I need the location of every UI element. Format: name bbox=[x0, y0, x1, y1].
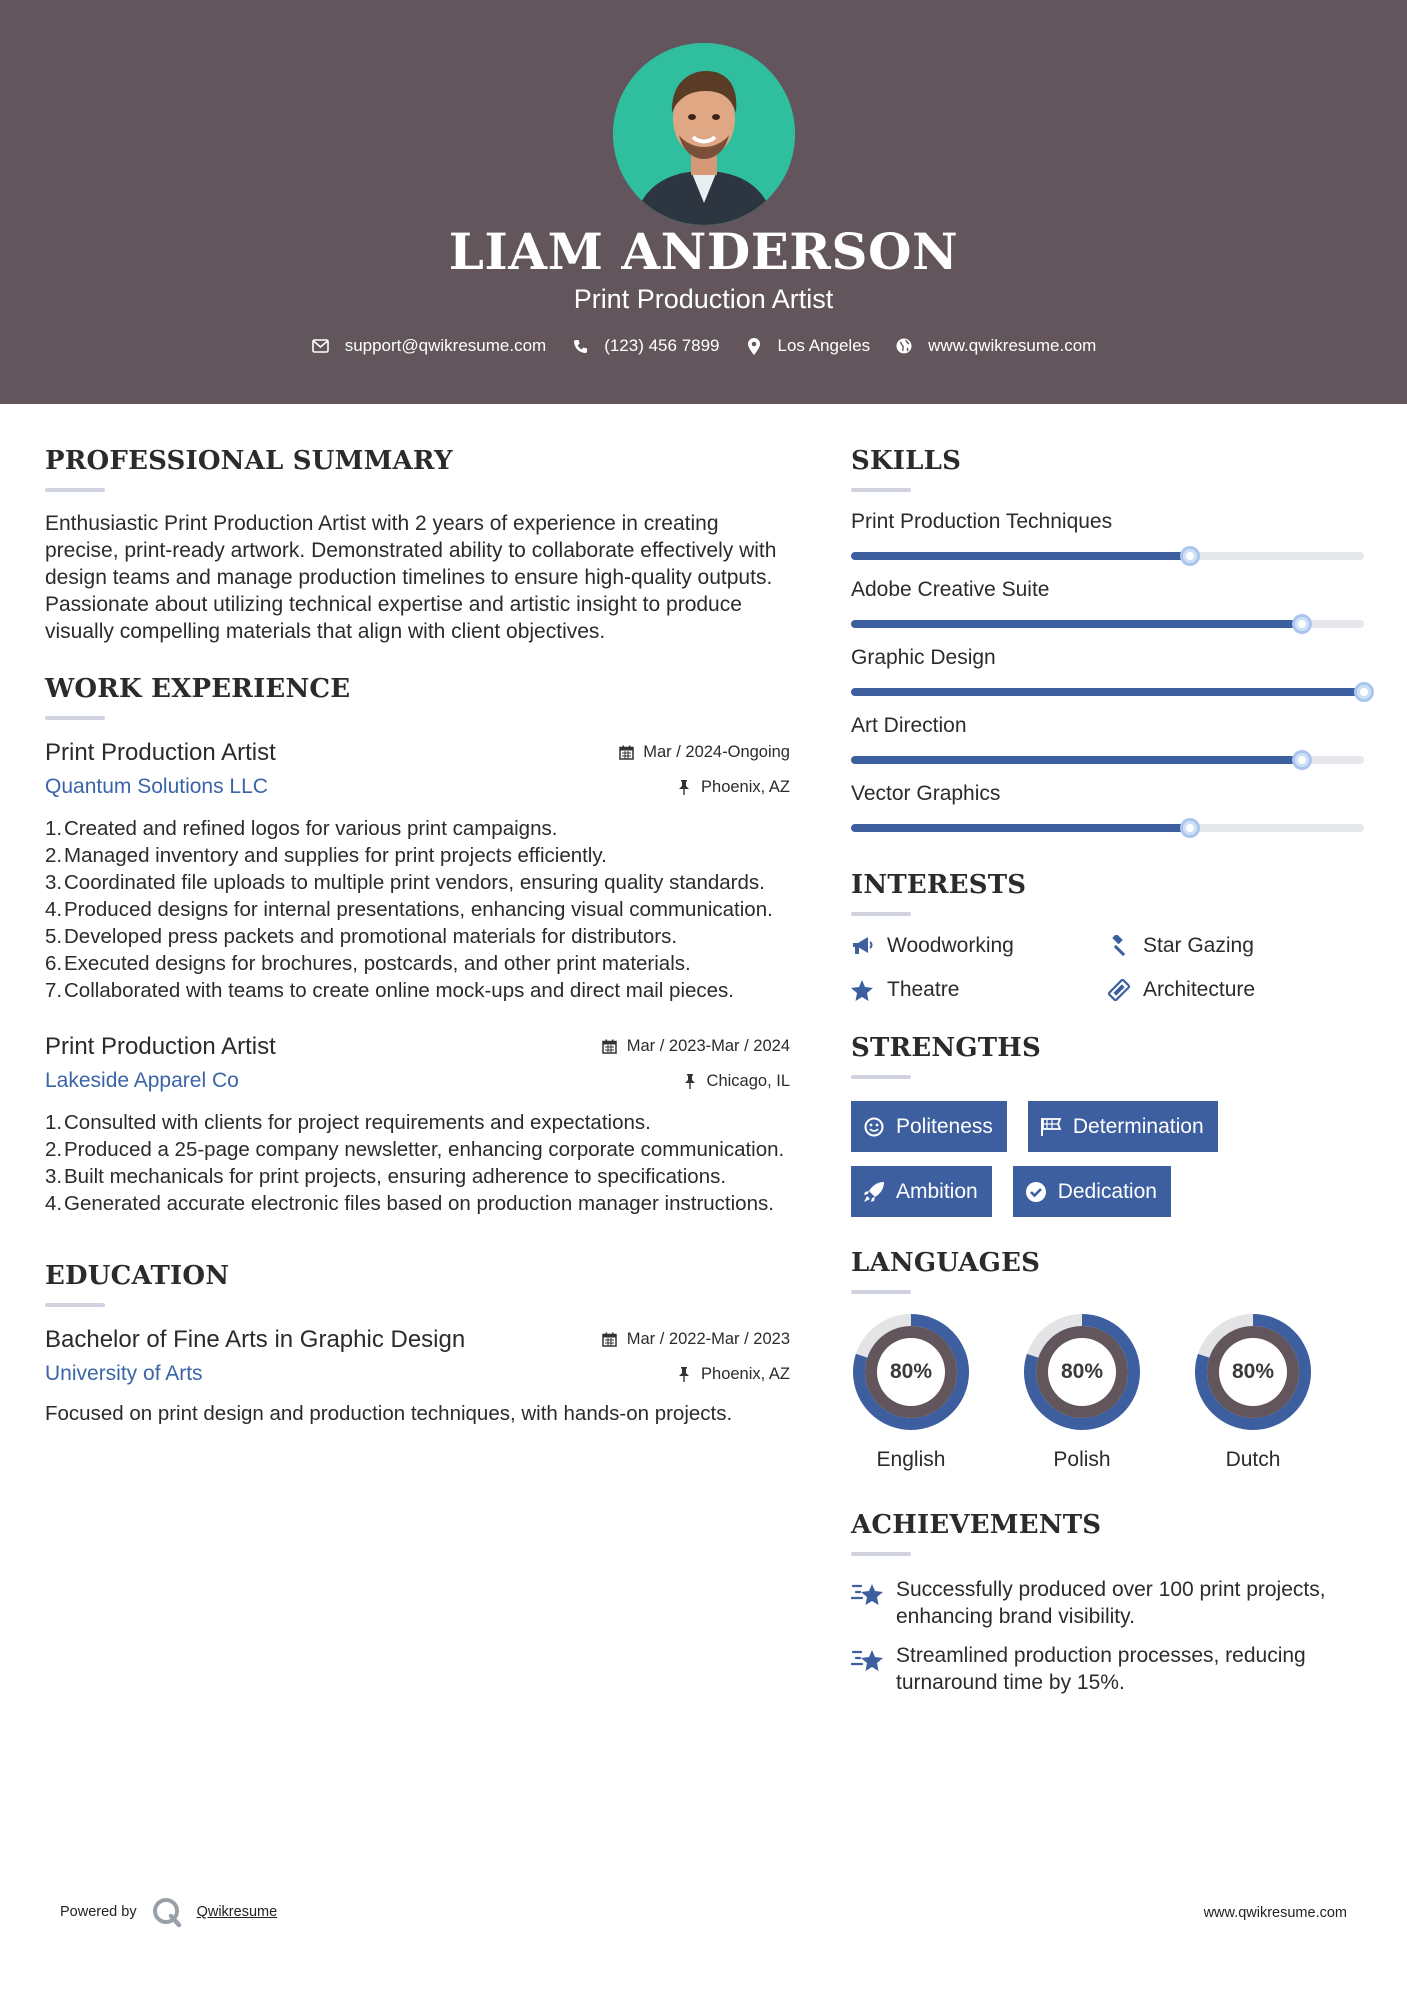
language-donut bbox=[1022, 1312, 1142, 1432]
job-duties bbox=[45, 1109, 790, 1217]
strength-label: Ambition bbox=[896, 1179, 978, 1203]
education-section bbox=[45, 1261, 790, 1427]
contact-location bbox=[744, 336, 871, 356]
experience-heading: WORK EXPERIENCE bbox=[45, 674, 351, 704]
list-item: 2. Managed inventory and supplies for print projects efficiently. bbox=[45, 844, 607, 867]
contact-email-text: support@qwikresume.com bbox=[344, 336, 547, 355]
skill-item bbox=[851, 510, 1366, 560]
job-date bbox=[618, 743, 790, 762]
job-title: Print Production Artist bbox=[45, 739, 276, 766]
skill-level-knob bbox=[1354, 682, 1374, 702]
interest-label: Star Gazing bbox=[1143, 934, 1254, 957]
skill-level-knob bbox=[1292, 614, 1312, 634]
list-item: 3. Built mechanicals for print projects, ensuring adherence to specifications. bbox=[45, 1165, 727, 1188]
skill-level-knob bbox=[1180, 546, 1200, 566]
summary-section bbox=[45, 446, 790, 645]
list-item: 3. Coordinated file uploads to multiple print vendors, ensuring quality standards. bbox=[45, 871, 765, 894]
company-name: Quantum Solutions LLC bbox=[45, 775, 268, 798]
footer-url[interactable]: www.qwikresume.com bbox=[1203, 1905, 1347, 1921]
skill-item bbox=[851, 646, 1366, 696]
strength-badge bbox=[851, 1101, 1007, 1152]
shooting-star-icon bbox=[851, 1644, 885, 1674]
achievement-item bbox=[851, 1576, 1366, 1630]
school-name: University of Arts bbox=[45, 1362, 203, 1385]
skill-name: Adobe Creative Suite bbox=[851, 578, 1050, 601]
skill-item bbox=[851, 714, 1366, 764]
experience-section bbox=[45, 674, 790, 1217]
skill-level-bar bbox=[851, 620, 1364, 628]
interest-item bbox=[851, 934, 1107, 958]
achievement-text: Successfully produced over 100 print projects, enhancing brand visibility. bbox=[896, 1578, 1326, 1628]
achievement-item bbox=[851, 1642, 1366, 1696]
skill-level-bar bbox=[851, 688, 1364, 696]
skill-name: Vector Graphics bbox=[851, 782, 1001, 805]
skill-level-fill bbox=[851, 552, 1190, 560]
ticket-icon bbox=[1107, 978, 1133, 1002]
job-duties bbox=[45, 815, 790, 1004]
strength-badge bbox=[1013, 1166, 1171, 1217]
summary-text: Enthusiastic Print Production Artist with 2 years of experience in creating precise, print-ready artwork. Demonstrated ability to collaborate effectively with design teams and manage production timelines to ensure high-quality outputs. Passionate about utilizing technical expertise and artistic insight to produce visually compelling materials that align with client objectives. bbox=[45, 512, 777, 643]
job-entry bbox=[45, 1033, 790, 1217]
skill-level-knob bbox=[1292, 750, 1312, 770]
resume-header bbox=[0, 0, 1407, 404]
contact-bar bbox=[0, 336, 1407, 356]
interest-item bbox=[851, 978, 1107, 1002]
strength-badge bbox=[851, 1166, 992, 1217]
strengths-section bbox=[851, 1033, 1366, 1217]
interests-section bbox=[851, 870, 1366, 1002]
globe-icon bbox=[894, 336, 914, 356]
language-name: English bbox=[876, 1448, 946, 1471]
interest-label: Woodworking bbox=[887, 934, 1014, 957]
skill-level-fill bbox=[851, 756, 1302, 764]
qwikresume-link[interactable]: Qwikresume bbox=[196, 1904, 278, 1920]
education-description: Focused on print design and production techniques, with hands-on projects. bbox=[45, 1402, 733, 1425]
strengths-heading: STRENGTHS bbox=[851, 1033, 1042, 1063]
language-item bbox=[1193, 1312, 1313, 1472]
section-divider bbox=[851, 1290, 911, 1294]
interests-heading: INTERESTS bbox=[851, 870, 1027, 900]
calendar-icon bbox=[618, 745, 634, 761]
education-date-text: Mar / 2022-Mar / 2023 bbox=[626, 1330, 790, 1348]
list-item: 7. Collaborated with teams to create online mock-ups and direct mail pieces. bbox=[45, 979, 734, 1002]
candidate-title: Print Production Artist bbox=[573, 284, 834, 314]
strength-badge bbox=[1028, 1101, 1218, 1152]
phone-icon bbox=[570, 336, 590, 356]
interest-item bbox=[1107, 978, 1363, 1002]
section-divider bbox=[45, 1303, 105, 1307]
pushpin-icon bbox=[676, 1366, 692, 1382]
job-location bbox=[682, 1072, 790, 1091]
rocket-icon bbox=[863, 1181, 885, 1203]
contact-website[interactable] bbox=[894, 336, 1096, 356]
job-date-text: Mar / 2024-Ongoing bbox=[643, 743, 790, 761]
achievement-text: Streamlined production processes, reducing turnaround time by 15%. bbox=[896, 1644, 1306, 1694]
achievements-heading: ACHIEVEMENTS bbox=[851, 1510, 1102, 1540]
gavel-icon bbox=[1107, 934, 1133, 958]
powered-by-label: Powered by bbox=[60, 1904, 137, 1920]
language-item bbox=[851, 1312, 971, 1472]
job-date-text: Mar / 2023-Mar / 2024 bbox=[626, 1037, 790, 1055]
interest-label: Theatre bbox=[887, 978, 960, 1001]
pushpin-icon bbox=[676, 779, 692, 795]
list-item: 4. Generated accurate electronic files based on production manager instructions. bbox=[45, 1192, 774, 1215]
skill-name: Graphic Design bbox=[851, 646, 996, 669]
education-heading: EDUCATION bbox=[45, 1261, 230, 1291]
job-location-text: Phoenix, AZ bbox=[701, 777, 790, 796]
language-name: Dutch bbox=[1225, 1448, 1281, 1471]
skills-heading: SKILLS bbox=[851, 446, 962, 476]
language-item bbox=[1022, 1312, 1142, 1472]
interest-label: Architecture bbox=[1143, 978, 1256, 1001]
skill-item bbox=[851, 782, 1366, 832]
job-location-text: Chicago, IL bbox=[706, 1071, 790, 1090]
language-percent: 80% bbox=[1231, 1360, 1275, 1383]
section-divider bbox=[851, 1075, 911, 1079]
contact-website-text: www.qwikresume.com bbox=[928, 336, 1097, 355]
contact-phone[interactable] bbox=[570, 336, 719, 356]
education-location bbox=[676, 1365, 790, 1384]
profile-photo bbox=[613, 43, 795, 225]
achievements-section bbox=[851, 1510, 1366, 1696]
education-entry bbox=[45, 1326, 790, 1427]
shooting-star-icon bbox=[851, 1578, 885, 1608]
star-icon bbox=[851, 978, 877, 1002]
job-date bbox=[602, 1037, 790, 1056]
strength-label: Determination bbox=[1072, 1114, 1204, 1138]
contact-location-text: Los Angeles bbox=[777, 336, 871, 355]
list-item: 2. Produced a 25-page company newsletter, enhancing corporate communication. bbox=[45, 1138, 785, 1161]
person-avatar-icon bbox=[613, 43, 795, 225]
skill-level-bar bbox=[851, 552, 1364, 560]
job-title: Print Production Artist bbox=[45, 1033, 276, 1060]
list-item: 4. Produced designs for internal presentations, enhancing visual communication. bbox=[45, 898, 773, 921]
section-divider bbox=[851, 1552, 911, 1556]
pushpin-icon bbox=[682, 1073, 698, 1089]
envelope-icon bbox=[311, 336, 331, 356]
language-percent: 80% bbox=[889, 1360, 933, 1383]
degree-title: Bachelor of Fine Arts in Graphic Design bbox=[45, 1326, 466, 1353]
strength-label: Dedication bbox=[1057, 1179, 1157, 1203]
contact-email[interactable] bbox=[311, 336, 547, 356]
languages-section bbox=[851, 1248, 1366, 1472]
candidate-name: LIAM ANDERSON bbox=[448, 222, 959, 281]
job-location bbox=[676, 778, 790, 797]
calendar-icon bbox=[602, 1332, 618, 1348]
contact-phone-text: (123) 456 7899 bbox=[604, 336, 720, 355]
list-item: 6. Executed designs for brochures, postcards, and other print materials. bbox=[45, 952, 691, 975]
languages-heading: LANGUAGES bbox=[851, 1248, 1041, 1278]
check-circle-icon bbox=[1025, 1181, 1047, 1203]
skills-list bbox=[851, 510, 1366, 832]
summary-heading: PROFESSIONAL SUMMARY bbox=[45, 446, 453, 476]
skill-level-fill bbox=[851, 688, 1364, 696]
map-pin-icon bbox=[744, 336, 764, 356]
megaphone-icon bbox=[851, 934, 877, 958]
interest-item bbox=[1107, 934, 1363, 958]
language-percent: 80% bbox=[1060, 1360, 1104, 1383]
left-column bbox=[45, 446, 790, 1427]
education-date bbox=[602, 1330, 790, 1349]
section-divider bbox=[851, 912, 911, 916]
languages-list bbox=[851, 1312, 1366, 1472]
calendar-icon bbox=[602, 1039, 618, 1055]
section-divider bbox=[851, 488, 911, 492]
interests-grid bbox=[851, 934, 1366, 1002]
skill-level-fill bbox=[851, 824, 1190, 832]
strength-label: Politeness bbox=[896, 1114, 993, 1138]
language-name: Polish bbox=[1053, 1448, 1111, 1471]
right-column bbox=[851, 446, 1366, 1708]
skill-name: Print Production Techniques bbox=[851, 510, 1113, 533]
footer-branding bbox=[60, 1896, 277, 1928]
skill-item bbox=[851, 578, 1366, 628]
education-location-text: Phoenix, AZ bbox=[701, 1364, 790, 1383]
language-donut bbox=[1193, 1312, 1313, 1432]
list-item: 5. Developed press packets and promotional materials for distributors. bbox=[45, 925, 678, 948]
flag-icon bbox=[1040, 1116, 1062, 1138]
skill-name: Art Direction bbox=[851, 714, 967, 737]
list-item: 1. Created and refined logos for various print campaigns. bbox=[45, 817, 558, 840]
section-divider bbox=[45, 488, 105, 492]
list-item: 1. Consulted with clients for project requirements and expectations. bbox=[45, 1111, 651, 1134]
qwikresume-logo-icon bbox=[151, 1896, 183, 1928]
skill-level-knob bbox=[1180, 818, 1200, 838]
skill-level-bar bbox=[851, 824, 1364, 832]
smile-icon bbox=[863, 1116, 885, 1138]
skill-level-fill bbox=[851, 620, 1302, 628]
language-donut bbox=[851, 1312, 971, 1432]
job-entry bbox=[45, 739, 790, 1004]
achievements-list bbox=[851, 1576, 1366, 1696]
skill-level-bar bbox=[851, 756, 1364, 764]
skills-section bbox=[851, 446, 1366, 832]
company-name: Lakeside Apparel Co bbox=[45, 1069, 239, 1092]
strengths-badges bbox=[851, 1101, 1366, 1217]
section-divider bbox=[45, 716, 105, 720]
